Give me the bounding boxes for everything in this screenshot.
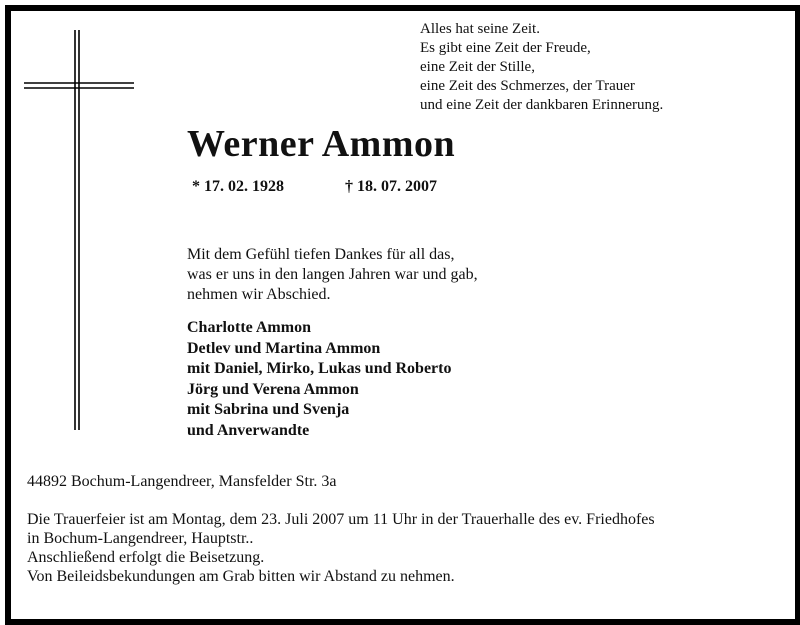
thanks-line: Mit dem Gefühl tiefen Dankes für all das,	[187, 246, 455, 263]
funeral-info-line: Die Trauerfeier ist am Montag, dem 23. Juli 2007 um 11 Uhr in der Trauerhalle des ev. Friedhofes	[27, 511, 655, 528]
thanks-text	[187, 245, 478, 305]
motto-line: und eine Zeit der dankbaren Erinnerung.	[420, 97, 664, 113]
family-line: und Anverwandte	[187, 421, 310, 439]
birth-date: * 17. 02. 1928	[192, 178, 284, 195]
motto-verse	[420, 20, 663, 115]
cross-icon	[0, 0, 160, 440]
family-line: mit Sabrina und Svenja	[187, 401, 350, 418]
family-list	[187, 318, 451, 441]
family-line: Charlotte Ammon	[187, 319, 311, 336]
address: 44892 Bochum-Langendreer, Mansfelder Str. 3a	[27, 473, 337, 490]
motto-line: Es gibt eine Zeit der Freude,	[420, 40, 591, 56]
motto-line: eine Zeit der Stille,	[420, 59, 535, 75]
funeral-info	[27, 510, 655, 586]
funeral-info-line: in Bochum-Langendreer, Hauptstr..	[27, 530, 254, 547]
motto-line: Alles hat seine Zeit.	[420, 21, 540, 37]
funeral-info-line: Von Beileidsbekundungen am Grab bitten wir Abstand zu nehmen.	[27, 568, 455, 585]
death-date: † 18. 07. 2007	[345, 178, 437, 195]
motto-line: eine Zeit des Schmerzes, der Trauer	[420, 78, 635, 94]
deceased-name: Werner Ammon	[187, 123, 456, 165]
thanks-line: nehmen wir Abschied.	[187, 286, 331, 303]
family-line: Detlev und Martina Ammon	[187, 339, 381, 357]
funeral-info-line: Anschließend erfolgt die Beisetzung.	[27, 549, 265, 566]
family-line: Jörg und Verena Ammon	[187, 380, 359, 398]
thanks-line: was er uns in den langen Jahren war und gab,	[187, 266, 478, 283]
family-line: mit Daniel, Mirko, Lukas und Roberto	[187, 360, 452, 377]
